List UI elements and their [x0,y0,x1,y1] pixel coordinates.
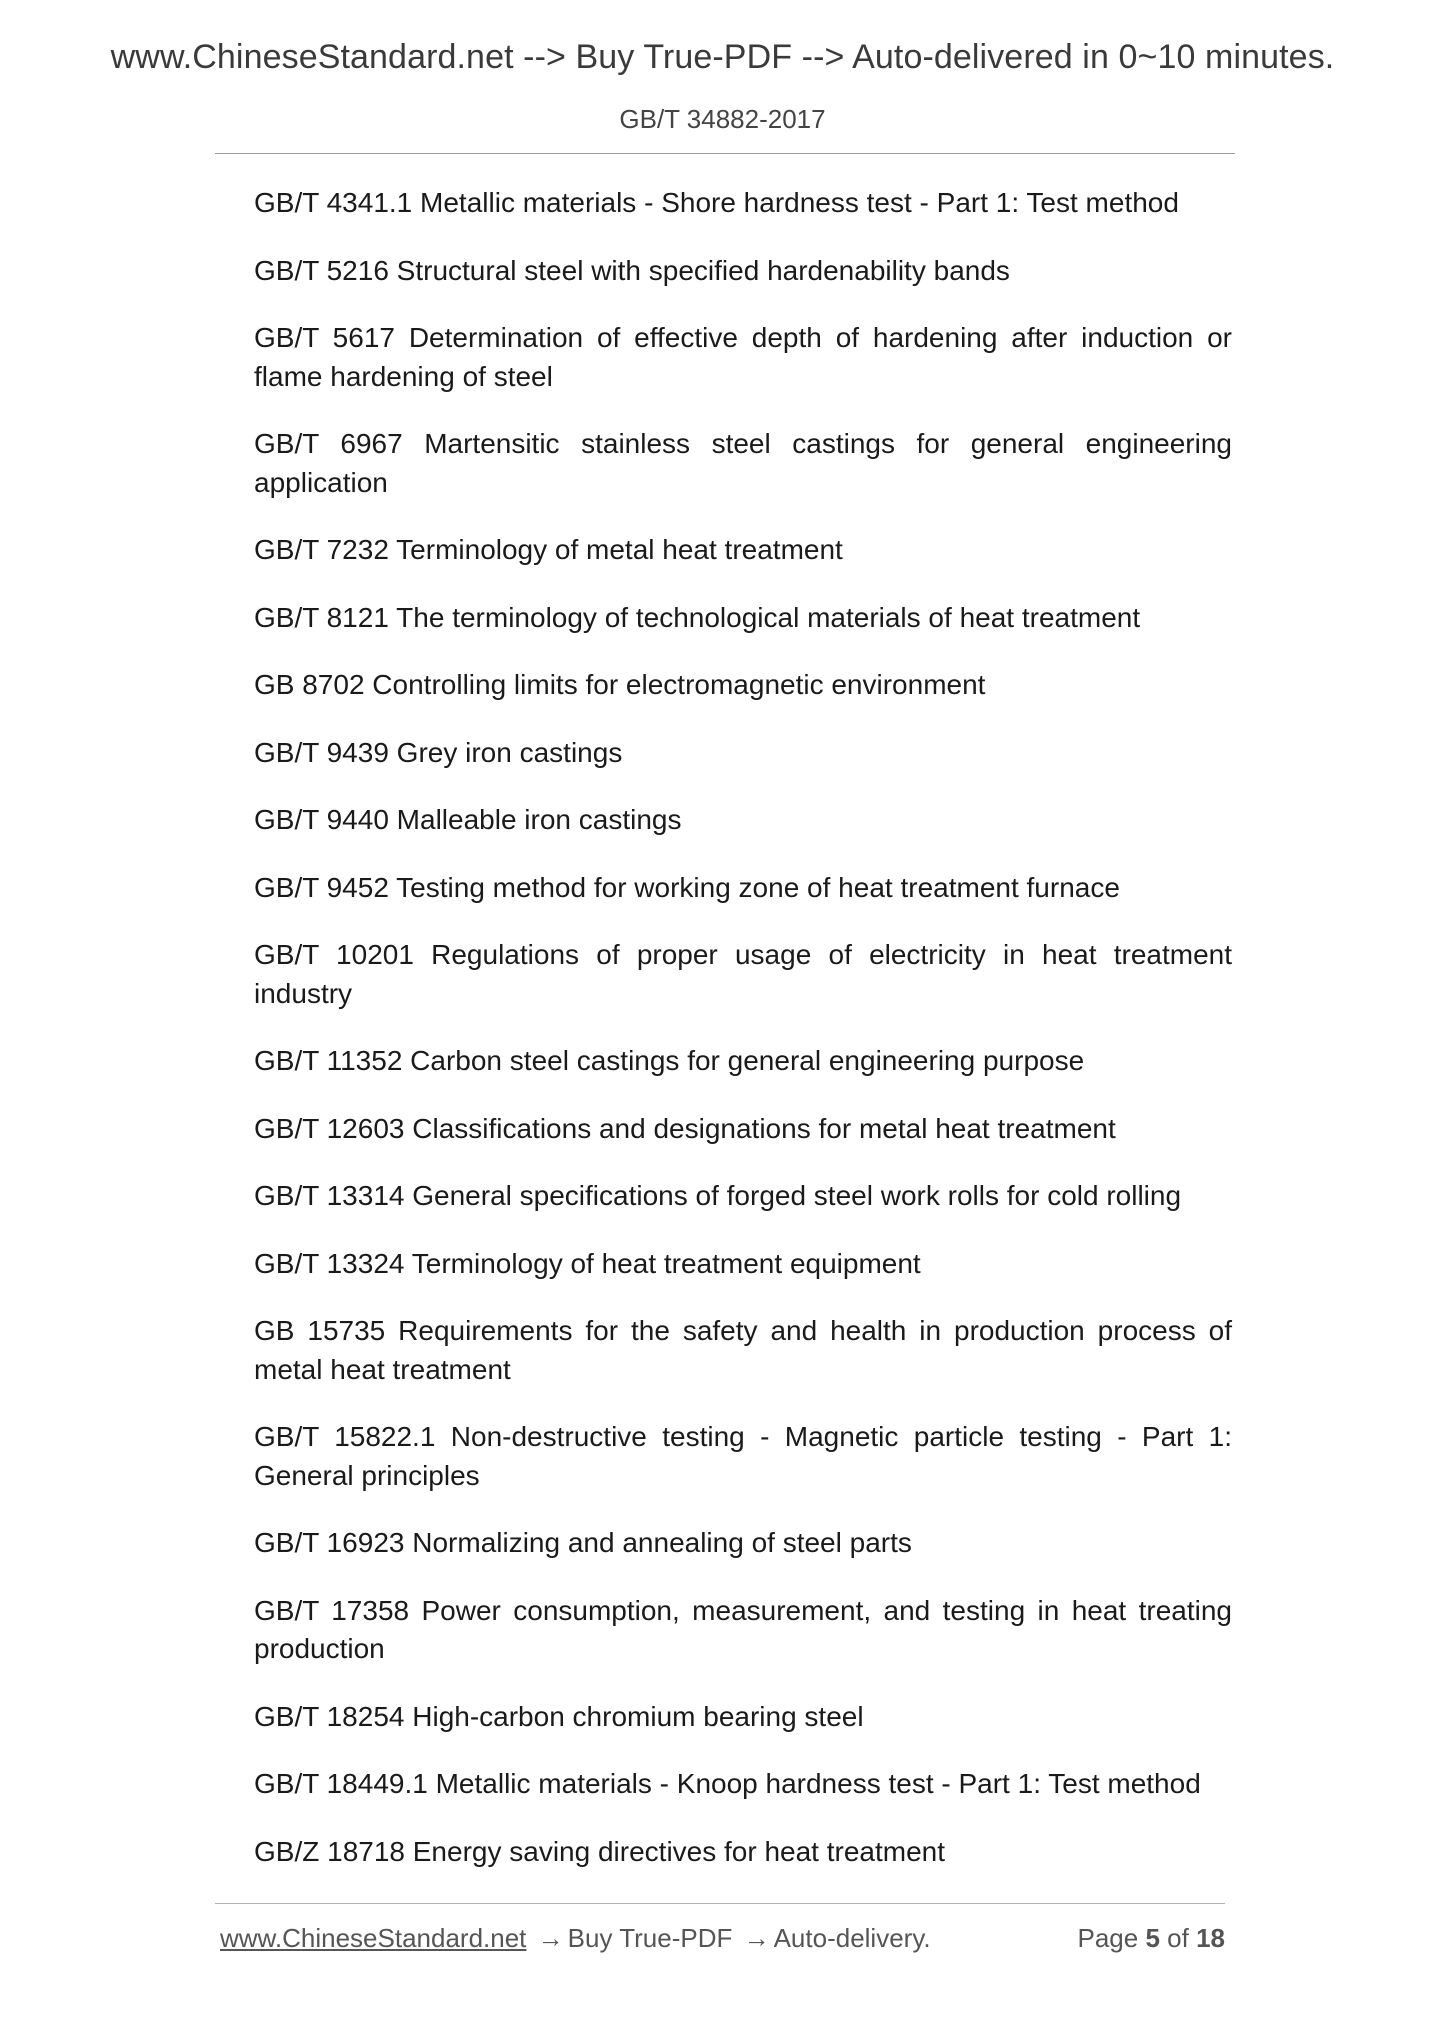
reference-item: GB/T 17358 Power consumption, measurement, and testing in heat treating production [254,1594,1232,1664]
reference-item: GB/T 8121 The terminology of technological materials of heat treatment [254,601,1141,633]
arrow-right-icon: → [743,1923,770,1953]
page-total: 18 [1196,1923,1225,1953]
page-footer [220,1923,1225,1959]
document-code: GB/T 34882-2017 [619,104,826,134]
reference-item: GB/T 16923 Normalizing and annealing of steel parts [254,1527,912,1558]
reference-item: GB 8702 Controlling limits for electromagnetic environment [254,669,986,700]
reference-item: GB/T 6967 Martensitic stainless steel castings for general engineering application [254,428,1232,498]
reference-item: GB/T 9452 Testing method for working zone of heat treatment furnace [254,871,1120,903]
top-banner: www.ChineseStandard.net --> Buy True-PDF --> Auto-delivered in 0~10 minutes. [110,38,1335,76]
footer-delivery-text: Auto-delivery. [773,1923,931,1953]
reference-item: GB/T 9439 Grey iron castings [254,736,623,768]
reference-item: GB/T 9440 Malleable iron castings [254,804,682,835]
page-number [1077,1923,1225,1954]
reference-item: GB 15735 Requirements for the safety and health in production process of metal heat treatment [254,1315,1232,1385]
reference-item: GB/T 4341.1 Metallic materials - Shore hardness test - Part 1: Test method [254,187,1179,218]
footer-divider [215,1903,1225,1904]
reference-item: GB/T 18449.1 Metallic materials - Knoop hardness test - Part 1: Test method [254,1768,1201,1799]
footer-promo [220,1923,931,1954]
reference-item: GB/T 7232 Terminology of metal heat treatment [254,534,843,565]
reference-item: GB/T 10201 Regulations of proper usage of electricity in heat treatment industry [254,939,1232,1009]
reference-item: GB/T 13314 General specifications of forged steel work rolls for cold rolling [254,1180,1182,1211]
page-of-label: of [1167,1923,1189,1953]
reference-item: GB/T 12603 Classifications and designations for metal heat treatment [254,1112,1116,1144]
reference-item: GB/T 18254 High-carbon chromium bearing steel [254,1700,864,1732]
page-current: 5 [1145,1923,1160,1953]
normative-references-list [254,184,1232,1900]
reference-item: GB/T 13324 Terminology of heat treatment equipment [254,1247,921,1279]
reference-item: GB/T 5216 Structural steel with specified hardenability bands [254,254,1010,286]
reference-item: GB/Z 18718 Energy saving directives for heat treatment [254,1835,946,1867]
reference-item: GB/T 5617 Determination of effective depth of hardening after induction or flame hardening of steel [254,322,1232,392]
footer-site-link[interactable]: www.ChineseStandard.net [220,1923,527,1953]
footer-buy-text: Buy True-PDF [567,1923,733,1953]
page-label: Page [1077,1923,1139,1953]
reference-item: GB/T 15822.1 Non-destructive testing - Magnetic particle testing - Part 1: General principles [254,1421,1232,1491]
arrow-right-icon: → [537,1923,564,1953]
header-divider [215,153,1235,154]
reference-item: GB/T 11352 Carbon steel castings for general engineering purpose [254,1045,1085,1076]
